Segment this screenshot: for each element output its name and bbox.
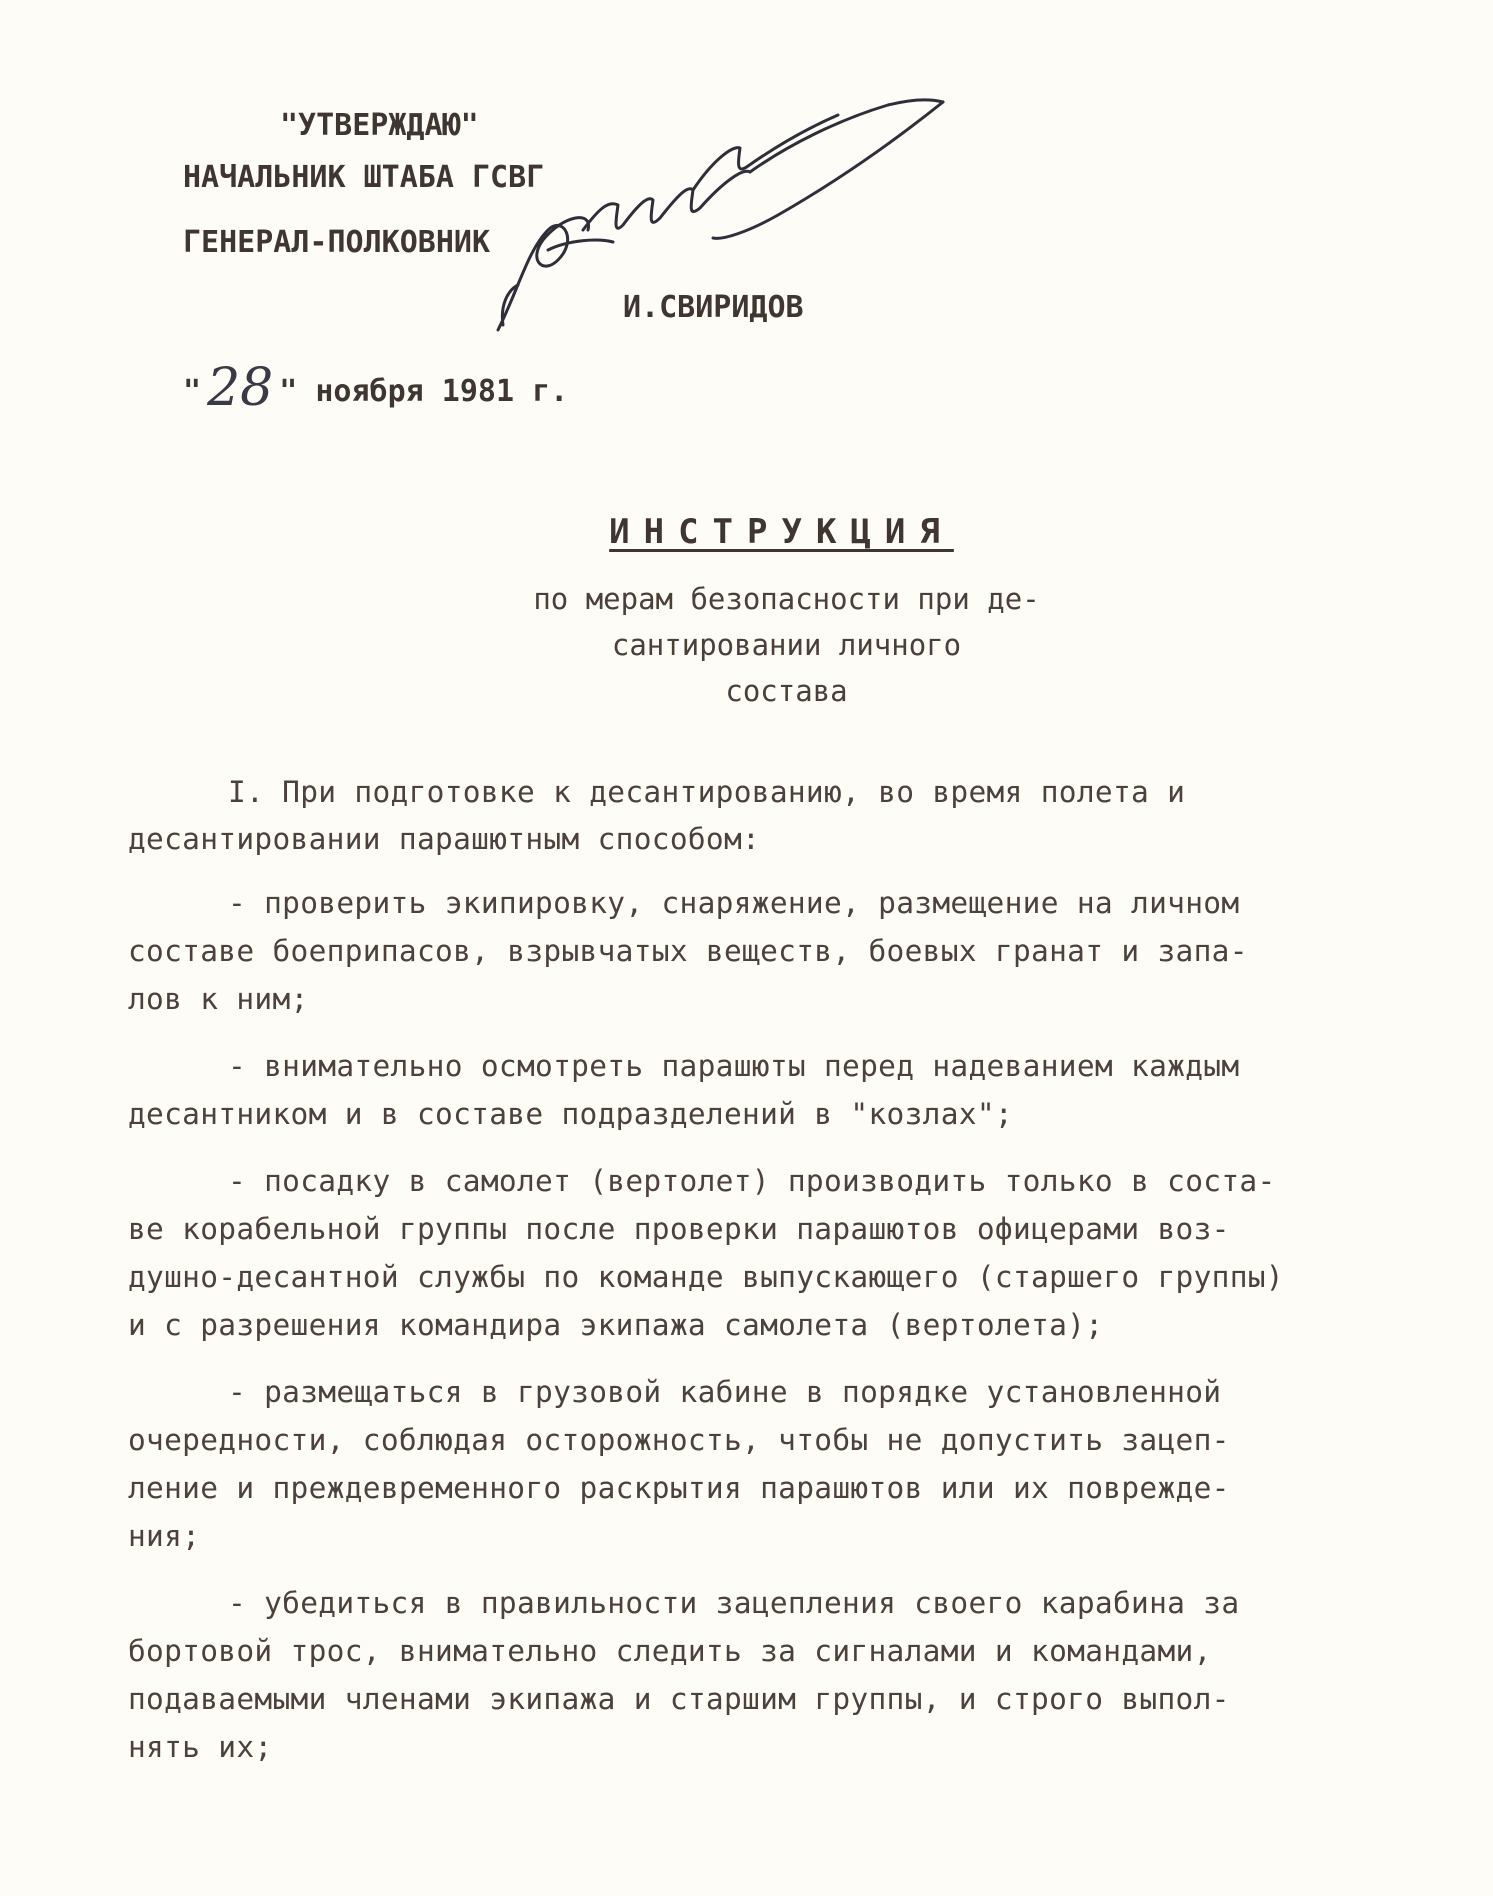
document-title: ИНСТРУКЦИЯ [609, 512, 954, 552]
date-open-quote: " [183, 374, 202, 409]
date-month-year: " ноября 1981 г. [279, 374, 569, 409]
section-1-line: десантировании парашютным способом: [128, 822, 761, 856]
subtitle-line-1: по мерам безопасности при де- [533, 582, 1040, 616]
item-line: - посадку в самолет (вертолет) производить только в соста- [228, 1164, 1276, 1198]
item-line: бортовой трос, внимательно следить за сигналами и командами, [128, 1634, 1212, 1668]
item-line: очередности, соблюдая осторожность, чтобы не допустить зацеп- [128, 1423, 1230, 1457]
item-line: - внимательно осмотреть парашюты перед надеванием каждым [228, 1049, 1240, 1083]
item-line: ве корабельной группы после проверки парашютов офицерами воз- [128, 1212, 1230, 1246]
item-line: составе боеприпасов, взрывчатых веществ, боевых гранат и запа- [128, 934, 1248, 968]
item-line: - проверить экипировку, снаряжение, размещение на личном [228, 886, 1240, 920]
subtitle-line-2: сантировании личного [611, 628, 962, 662]
approval-heading: "УТВЕРЖДАЮ" [280, 108, 479, 143]
handwritten-signature [488, 90, 948, 340]
item-line: нять их; [128, 1730, 273, 1764]
approval-date [183, 358, 568, 418]
approval-signer-name: И.СВИРИДОВ [623, 290, 804, 325]
date-day-handwritten: 28 [207, 358, 274, 418]
approval-position: НАЧАЛЬНИК ШТАБА ГСВГ [183, 160, 545, 195]
section-1-line: I. При подготовке к десантированию, во время полета и [228, 775, 1186, 809]
subtitle-line-3: состава [725, 674, 848, 708]
item-line: лов к ним; [128, 982, 309, 1016]
item-line: десантником и в составе подразделений в "козлах"; [128, 1097, 1013, 1131]
item-line: ление и преждевременного раскрытия парашютов или их поврежде- [128, 1471, 1230, 1505]
item-line: и с разрешения командира экипажа самолета (вертолета); [128, 1308, 1104, 1342]
item-line: подаваемыми членами экипажа и старшим группы, и строго выпол- [128, 1682, 1230, 1716]
item-line: душно-десантной службы по команде выпускающего (старшего группы) [128, 1260, 1284, 1294]
item-line: - размещаться в грузовой кабине в порядке установленной [228, 1375, 1222, 1409]
item-line: ния; [128, 1519, 201, 1553]
approval-rank: ГЕНЕРАЛ-ПОЛКОВНИК [183, 225, 491, 260]
item-line: - убедиться в правильности зацепления своего карабина за [228, 1586, 1240, 1620]
